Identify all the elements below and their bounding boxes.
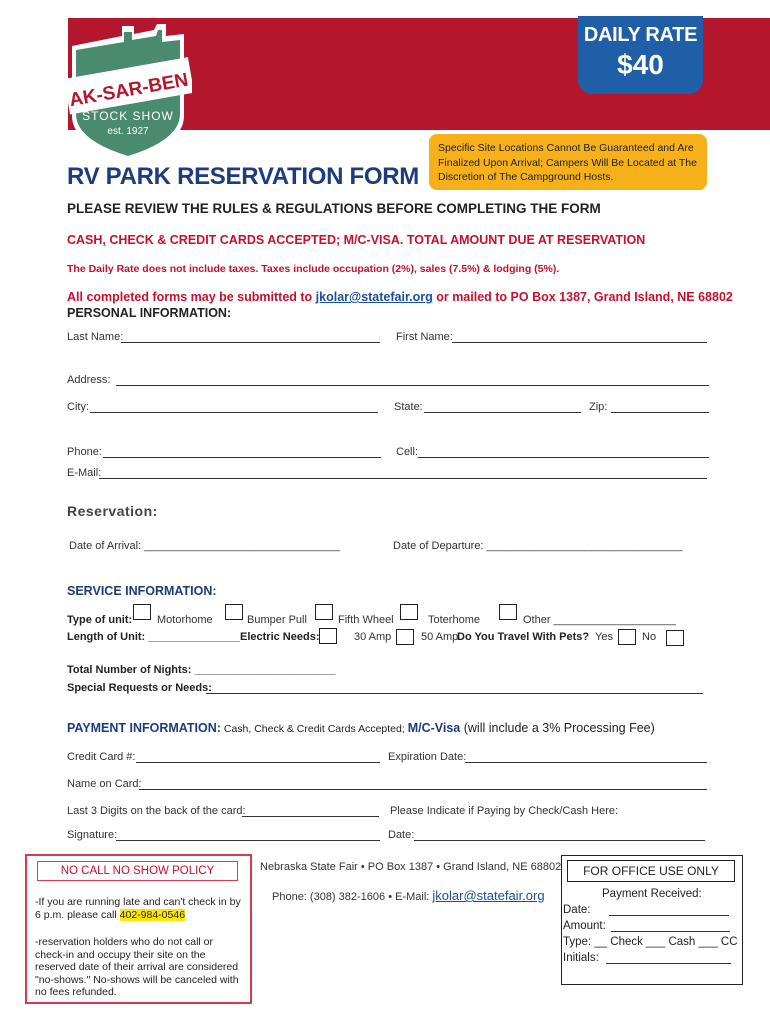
50-amp-label: 50 Amp [421, 631, 459, 643]
city-label: City: [67, 401, 89, 413]
submit-email-link[interactable]: jkolar@statefair.org [315, 290, 433, 304]
office-initials-label: Initials: [563, 952, 599, 964]
no-show-policy-box [25, 854, 252, 1004]
departure-date-field[interactable]: Date of Departure: ________________________________ [393, 540, 683, 552]
fifth-wheel-checkbox[interactable] [315, 604, 333, 620]
expiration-label: Expiration Date: [388, 751, 467, 763]
phone-label: Phone: [67, 446, 102, 458]
zip-field[interactable] [611, 400, 709, 413]
site-location-notice: Specific Site Locations Cannot Be Guaranteed and Are Finalized Upon Arrival; Campers Will Be Located at The Discretion of The Campground Hosts. [429, 134, 707, 190]
office-initials-field[interactable] [606, 951, 731, 964]
fifth-wheel-label: Fifth Wheel [338, 614, 394, 626]
payment-heading-label: PAYMENT INFORMATION: [67, 721, 221, 735]
pets-no-label: No [642, 631, 657, 643]
daily-rate-badge [578, 16, 703, 94]
submit-text-post: or mailed to PO Box 1387, Grand Island, NE 68802 [432, 290, 733, 304]
office-date-field[interactable] [609, 903, 729, 916]
pets-yes-checkbox[interactable] [618, 629, 636, 645]
card-last3-label: Last 3 Digits on the back of the card: [67, 805, 246, 817]
credit-card-label: Credit Card #: [67, 751, 136, 763]
check-cash-label: Please Indicate if Paying by Check/Cash Here: [390, 805, 619, 817]
submit-text-pre: All completed forms may be submitted to [67, 290, 316, 304]
city-field[interactable] [90, 400, 378, 413]
footer-address: Nebraska State Fair • PO Box 1387 • Grand Island, NE 68802 [260, 861, 562, 873]
mc-visa-label: M/C-Visa [407, 721, 461, 735]
payment-received-label: Payment Received: [602, 888, 702, 900]
motorhome-checkbox[interactable] [133, 604, 151, 620]
footer-contact [272, 888, 545, 903]
credit-card-field[interactable] [136, 750, 380, 763]
electric-needs-label: Electric Needs: [240, 631, 320, 643]
state-label: State: [394, 401, 423, 413]
payment-accepted-notice: CASH, CHECK & CREDIT CARDS ACCEPTED; M/C-VISA. TOTAL AMOUNT DUE AT RESERVATION [67, 233, 646, 247]
late-checkin-text-body: -If you are running late and can't check in by 6 p.m. please call [35, 896, 241, 921]
no-show-text: -reservation holders who do not call or check-in and occupy their site on the reserved date of their arrival are considered "no-shows." No-shows will be canceled with no fees refunded. [35, 936, 239, 998]
office-amount-field[interactable] [611, 919, 730, 932]
office-payment-type: Type: __ Check ___ Cash ___ CC [563, 936, 738, 948]
total-nights-field[interactable]: Total Number of Nights: _______________________ [67, 664, 336, 676]
office-use-title: FOR OFFICE USE ONLY [567, 860, 735, 882]
pets-no-checkbox[interactable] [666, 630, 684, 646]
last-name-label: Last Name: [67, 331, 124, 343]
card-last3-field[interactable] [242, 804, 379, 817]
payment-info-heading [67, 721, 655, 735]
unit-type-label: Type of unit: [67, 614, 133, 626]
toterhome-checkbox[interactable] [400, 604, 418, 620]
name-on-card-label: Name on Card: [67, 778, 142, 790]
arrival-date-field[interactable]: Date of Arrival: ________________________________ [69, 540, 340, 552]
form-title: RV PARK RESERVATION FORM [67, 163, 419, 190]
state-field[interactable] [424, 400, 581, 413]
email-label: E-Mail: [67, 467, 102, 479]
rules-heading: PLEASE REVIEW THE RULES & REGULATIONS BEFORE COMPLETING THE FORM [67, 201, 601, 216]
cell-label: Cell: [396, 446, 419, 458]
address-label: Address: [67, 374, 111, 386]
toterhome-label: Toterhome [428, 614, 480, 626]
footer-phone: Phone: (308) 382-1606 • E-Mail: [272, 891, 433, 903]
email-field[interactable] [99, 466, 707, 479]
service-info-heading: SERVICE INFORMATION: [67, 584, 217, 598]
first-name-field[interactable] [452, 330, 707, 343]
tax-notice: The Daily Rate does not include taxes. Taxes include occupation (2%), sales (7.5%) & lodging (5%). [67, 263, 560, 275]
payment-accepted-text: Cash, Check & Credit Cards Accepted; [220, 723, 408, 735]
policy-phone-number: 402-984-0546 [119, 908, 186, 921]
pets-yes-label: Yes [595, 631, 613, 643]
name-on-card-field[interactable] [139, 777, 707, 790]
expiration-field[interactable] [465, 750, 707, 763]
processing-fee-text: (will include a 3% Processing Fee) [460, 721, 655, 735]
late-checkin-text [35, 896, 245, 921]
office-date-label: Date: [563, 904, 591, 916]
daily-rate-amount: $40 [617, 49, 664, 80]
signature-field[interactable] [116, 828, 380, 841]
daily-rate-label: DAILY RATE [583, 24, 698, 46]
bumper-pull-checkbox[interactable] [225, 604, 243, 620]
30-amp-checkbox[interactable] [319, 628, 337, 644]
logo-text-established: est. 1927 [107, 126, 149, 137]
logo-text-stock-show: STOCK SHOW [82, 109, 174, 123]
50-amp-checkbox[interactable] [396, 629, 414, 645]
office-amount-label: Amount: [563, 920, 606, 932]
phone-field[interactable] [103, 445, 381, 458]
office-use-box [561, 855, 743, 985]
personal-info-heading: PERSONAL INFORMATION: [67, 306, 232, 320]
cell-field[interactable] [418, 445, 709, 458]
date-field[interactable] [414, 828, 705, 841]
zip-label: Zip: [589, 401, 608, 413]
signature-label: Signature: [67, 829, 118, 841]
no-show-policy-title: NO CALL NO SHOW POLICY [37, 861, 238, 881]
pets-question: Do You Travel With Pets? [457, 631, 590, 643]
motorhome-label: Motorhome [157, 614, 213, 626]
reservation-heading: Reservation: [67, 503, 158, 519]
logo-text-aksarben: AK-SAR-BEN [67, 69, 190, 112]
aksarben-stock-show-logo [62, 16, 192, 164]
other-unit-field[interactable]: Other ____________________ [523, 614, 676, 626]
last-name-field[interactable] [121, 330, 380, 343]
first-name-label: First Name: [396, 331, 453, 343]
date-label: Date: [388, 829, 415, 841]
address-field[interactable] [116, 373, 709, 386]
bumper-pull-label: Bumper Pull [247, 614, 307, 626]
footer-email-link[interactable]: jkolar@statefair.org [432, 888, 545, 903]
special-requests-field[interactable] [206, 681, 703, 694]
unit-length-field[interactable]: Length of Unit: _______________ [67, 631, 241, 643]
special-requests-label: Special Requests or Needs: [67, 682, 212, 694]
submit-instructions [67, 290, 733, 304]
other-unit-checkbox[interactable] [499, 604, 517, 620]
30-amp-label: 30 Amp [354, 631, 392, 643]
